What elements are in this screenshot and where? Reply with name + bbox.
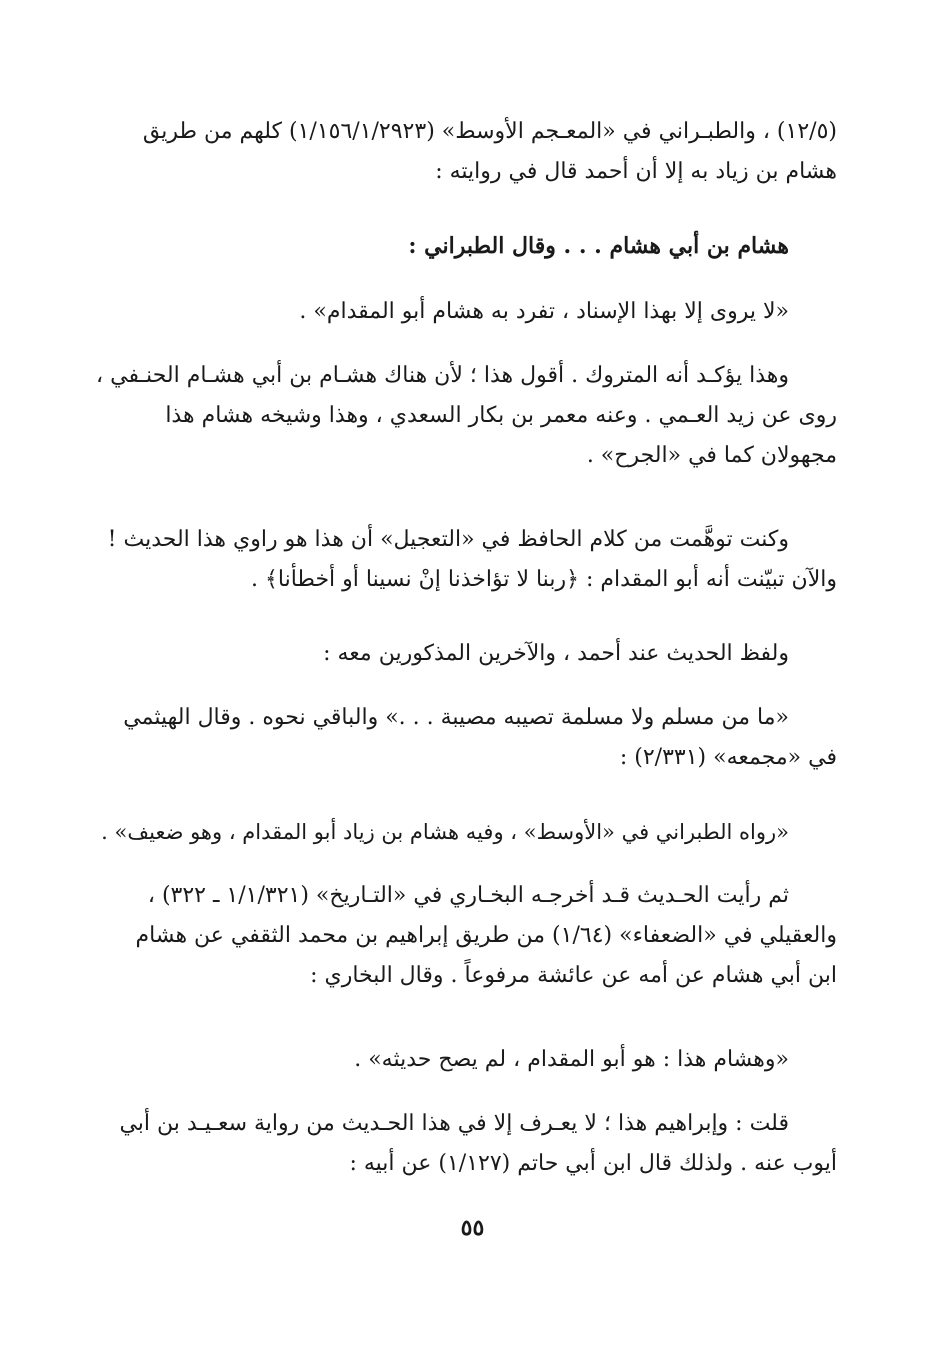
text-line: مجهولان كما في «الجرح» . — [586, 443, 837, 468]
paragraph — [92, 876, 837, 996]
text-line: هشام بن أبي هشام . . . وقال الطبراني : — [408, 233, 789, 259]
paragraph — [92, 292, 837, 332]
text-line: وكنت توهَّمت من كلام الحافظ في «التعجيل» أن هذا هو راوي هذا الحديث ! — [107, 527, 789, 552]
text-line: قلت : وإبراهيم هذا ؛ لا يعـرف إلا في هذا الحـديث من رواية سعـيـد بن أبي — [119, 1111, 789, 1136]
text-line: والآن تبيّنت أنه أبو المقدام : ﴿ربنا لا تؤاخذنا إنْ نسينا أو أخطأنا﴾ . — [251, 567, 837, 592]
paragraph — [92, 698, 837, 778]
paragraph — [92, 520, 837, 600]
text-line: «وهشام هذا : هو أبو المقدام ، لم يصح حديثه» . — [354, 1047, 789, 1072]
page-number: ٥٥ — [460, 1215, 485, 1241]
paragraph — [92, 356, 837, 476]
paragraph — [92, 1104, 837, 1184]
text-line: ولفظ الحديث عند أحمد ، والآخرين المذكورين معه : — [323, 641, 789, 666]
text-line: أيوب عنه . ولذلك قال ابن أبي حاتم (١/١٢٧) عن أبيه : — [349, 1151, 837, 1176]
paragraph — [92, 112, 837, 192]
text-line: هشام بن زياد به إلا أن أحمد قال في روايته : — [435, 159, 837, 184]
text-line: «لا يروى إلا بهذا الإسناد ، تفرد به هشام أبو المقدام» . — [299, 299, 789, 324]
text-line: «ما من مسلم ولا مسلمة تصيبه مصيبة . . .» والباقي نحوه . وقال الهيثمي — [123, 705, 789, 730]
text-line: والعقيلي في «الضعفاء» (١/٦٤) من طريق إبراهيم بن محمد الثقفي عن هشام — [135, 923, 837, 948]
text-line: في «مجمعه» (٢/٣٣١) : — [619, 745, 837, 770]
paragraph — [92, 1040, 837, 1080]
text-line: ابن أبي هشام عن أمه عن عائشة مرفوعاً . وقال البخاري : — [310, 963, 837, 988]
text-line: «رواه الطبراني في «الأوسط» ، وفيه هشام بن زياد أبو المقدام ، وهو ضعيف» . — [101, 820, 789, 844]
paragraph — [92, 812, 837, 852]
text-line: وهذا يؤكـد أنه المتروك . أقول هذا ؛ لأن هناك هشـام بن أبي هشـام الحنـفي ، — [96, 363, 789, 388]
text-line: روى عن زيد العـمي . وعنه معمر بن بكار السعدي ، وهذا وشيخه هشام هذا — [165, 403, 837, 428]
text-line: ثم رأيت الحـديث قـد أخرجـه البخـاري في «التـاريخ» (١/١/٣٢١ ـ ٣٢٢) ، — [147, 883, 789, 908]
text-line: (١٢/٥) ، والطبـراني في «المعـجم الأوسط» (١/١٥٦/١/٢٩٢٣) كلهم من طريق — [142, 119, 837, 144]
paragraph — [92, 226, 837, 266]
paragraph — [92, 634, 837, 674]
